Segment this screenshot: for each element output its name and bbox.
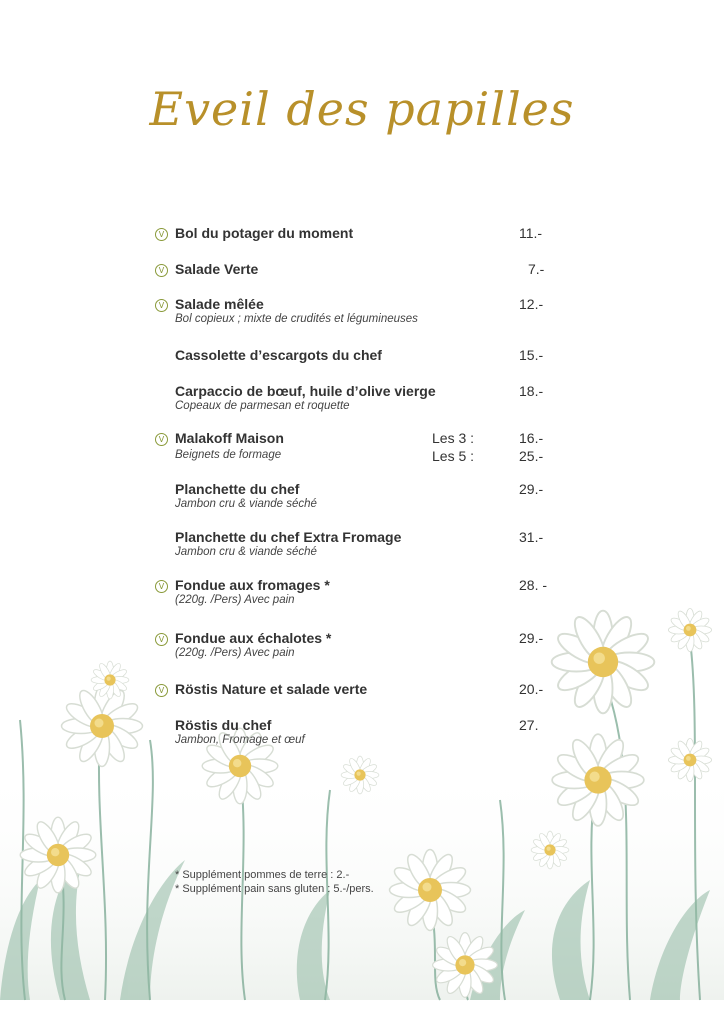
item-name: Planchette du chef: [175, 481, 300, 497]
item-name: Salade Verte: [175, 261, 259, 277]
item-description: Jambon cru & viande séché: [175, 498, 317, 510]
item-price: 29.-: [519, 481, 544, 497]
vegetarian-icon: V: [155, 684, 168, 697]
item-price: 15.-: [519, 347, 544, 363]
item-price: 27.: [519, 717, 539, 733]
item-price: 31.-: [519, 529, 544, 545]
item-price: 28. -: [519, 577, 548, 593]
note-line: * Supplément pommes de terre : 2.-: [175, 869, 350, 881]
vegetarian-icon: V: [155, 633, 168, 646]
vegetarian-icon: V: [155, 299, 168, 312]
item-price: 7.-: [528, 261, 545, 277]
item-name: Bol du potager du moment: [175, 225, 354, 241]
item-price: 29.-: [519, 630, 544, 646]
item-description: (220g. /Pers) Avec pain: [175, 594, 295, 606]
item-price: 20.-: [519, 681, 544, 697]
item-price: 11.-: [519, 225, 543, 241]
variant-label: Les 5 :: [432, 448, 475, 464]
item-name: Fondue aux fromages *: [175, 577, 330, 593]
item-price: 18.-: [519, 383, 544, 399]
item-description: Beignets de formage: [175, 449, 282, 461]
supplement-notes: [175, 868, 374, 896]
item-description: Bol copieux ; mixte de crudités et légumineuses: [175, 313, 418, 325]
variant-label: Les 3 :: [432, 430, 475, 446]
item-name: Malakoff Maison: [175, 430, 284, 446]
item-description: Jambon, Fromage et œuf: [175, 734, 305, 746]
vegetarian-icon: V: [155, 264, 168, 277]
vegetarian-icon: V: [155, 228, 168, 241]
item-description: Jambon cru & viande séché: [175, 546, 317, 558]
item-name: Cassolette d’escargots du chef: [175, 347, 382, 363]
item-name: Röstis Nature et salade verte: [175, 681, 368, 697]
item-description: (220g. /Pers) Avec pain: [175, 647, 295, 659]
menu-title: Eveil des papilles: [149, 82, 575, 136]
item-name: Planchette du chef Extra Fromage: [175, 529, 402, 545]
item-name: Carpaccio de bœuf, huile d’olive vierge: [175, 383, 436, 399]
note-line: * Supplément pain sans gluten : 5.-/pers.: [175, 883, 374, 895]
variant-price: 25.-: [519, 448, 544, 464]
variant-price: 16.-: [519, 430, 544, 446]
vegetarian-icon: V: [155, 433, 168, 446]
item-name: Fondue aux échalotes *: [175, 630, 332, 646]
item-name: Salade mêlée: [175, 296, 264, 312]
item-price: 12.-: [519, 296, 544, 312]
item-name: Röstis du chef: [175, 717, 272, 733]
vegetarian-icon: V: [155, 580, 168, 593]
item-description: Copeaux de parmesan et roquette: [175, 400, 350, 412]
